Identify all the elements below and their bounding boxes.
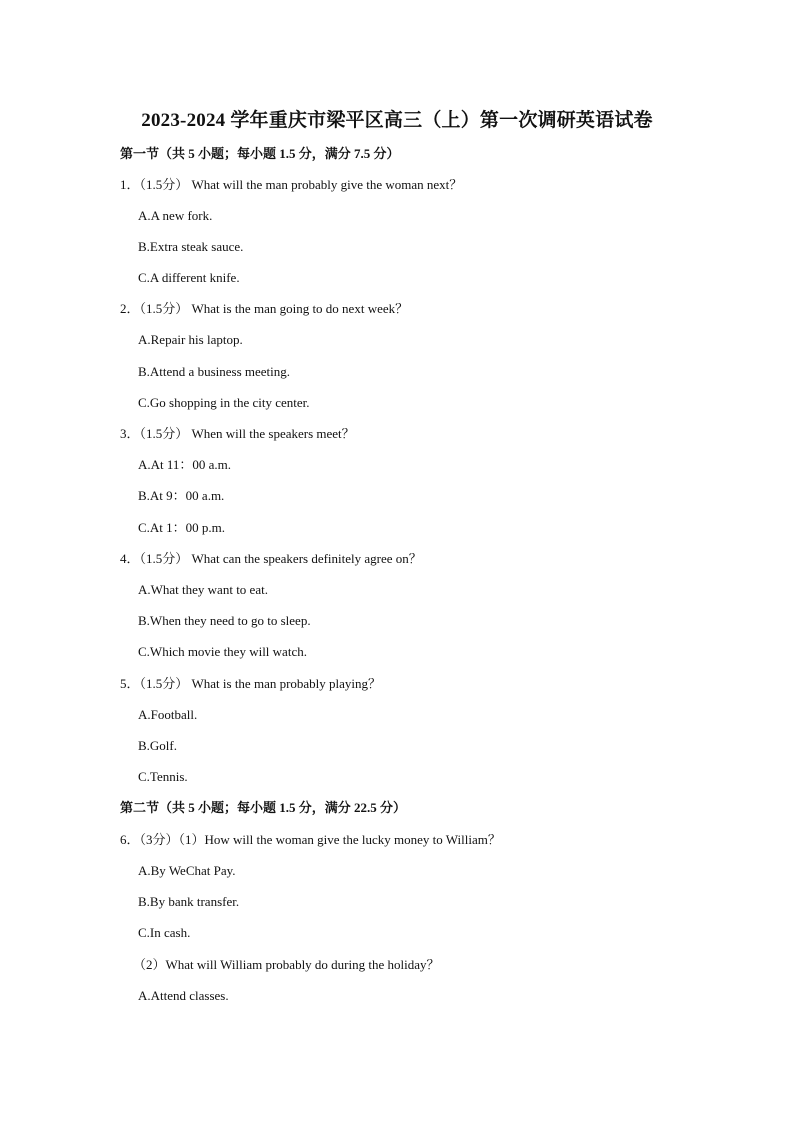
question-5-option-a: A.Football. — [138, 707, 198, 722]
question-4-option-b: B.When they need to go to sleep. — [138, 613, 311, 628]
question-6-option-c: C.In cash. — [138, 925, 191, 940]
question-3-option-b: B.At 9：00 a.m. — [138, 488, 225, 503]
question-5: 5．（1.5分） What is the man probably playing？ — [120, 676, 382, 691]
question-4: 4．（1.5分） What can the speakers definitely agree on？ — [120, 551, 422, 566]
question-3: 3．（1.5分） When will the speakers meet？ — [120, 426, 355, 441]
question-5-option-c: C.Tennis. — [138, 769, 188, 784]
question-1: 1．（1.5分） What will the man probably give the woman next？ — [120, 177, 463, 192]
question-4-option-a: A.What they want to eat. — [138, 582, 268, 597]
question-2-option-c: C.Go shopping in the city center. — [138, 395, 310, 410]
question-6-option-b: B.By bank transfer. — [138, 894, 240, 909]
question-5-option-b: B.Golf. — [138, 738, 177, 753]
question-2-option-a: A.Repair his laptop. — [138, 332, 243, 347]
question-2: 2．（1.5分） What is the man going to do next week？ — [120, 301, 409, 316]
question-6-sub-2-option-a: A.Attend classes. — [138, 988, 229, 1003]
question-6-option-a: A.By WeChat Pay. — [138, 863, 236, 878]
question-1-option-a: A.A new fork. — [138, 208, 213, 223]
question-6-sub-2: （2）What will William probably do during the holiday？ — [133, 957, 440, 972]
question-1-option-b: B.Extra steak sauce. — [138, 239, 244, 254]
question-4-option-c: C.Which movie they will watch. — [138, 644, 307, 659]
section-heading-1: 第一节（共 5 小题；每小题 1.5 分，满分 7.5 分） — [120, 146, 400, 161]
question-3-option-a: A.At 11：00 a.m. — [138, 457, 232, 472]
question-2-option-b: B.Attend a business meeting. — [138, 364, 291, 379]
question-6: 6．（3分）（1）How will the woman give the lucky money to William？ — [120, 832, 501, 847]
question-1-option-c: C.A different knife. — [138, 270, 240, 285]
exam-title: 2023-2024 学年重庆市梁平区高三（上）第一次调研英语试卷 — [141, 110, 653, 131]
section-heading-2: 第二节（共 5 小题；每小题 1.5 分，满分 22.5 分） — [120, 800, 407, 815]
question-3-option-c: C.At 1：00 p.m. — [138, 520, 226, 535]
